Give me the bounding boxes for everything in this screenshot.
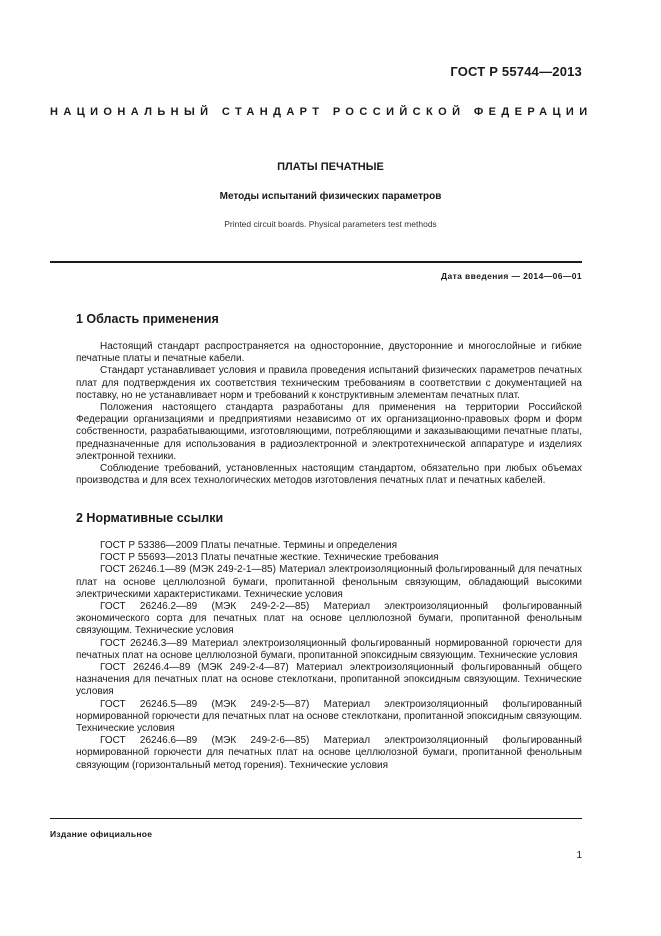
document-title-english: Printed circuit boards. Physical parameters test methods <box>224 219 437 229</box>
reference-item: ГОСТ Р 55693—2013 Платы печатные жесткие. Технические требования <box>100 552 439 564</box>
reference-item: ГОСТ 26246.5—89 (МЭК 249-2-5—87) Материал электроизоляционный фольгированный нормированной горючести для печатных плат на основе стеклоткани, пропитанной эпоксидным связующим. Технические условия <box>76 698 582 735</box>
reference-item: ГОСТ 26246.4—89 (МЭК 249-2-4—87) Материал электроизоляционный фольгированный общего назначения для печатных плат на основе стеклоткани, пропитанной эпоксидным связующим. Технические условия <box>76 662 582 698</box>
reference-item: ГОСТ 26246.2—89 (МЭК 249-2-2—85) Материал электроизоляционный фольгированный экономического сорта для печатных плат на основе целлюлозной бумаги, пропитанной фенольным связующим. Технические условия <box>76 601 582 637</box>
paragraph: Настоящий стандарт распространяется на односторонние, двусторонние и многослойные и гибкие печатные платы и печатные кабели. <box>76 341 582 365</box>
reference-item: ГОСТ 26246.1—89 (МЭК 249-2-1—85) Материал электроизоляционный фольгированный для печатных плат на основе целлюлозной бумаги, пропитанной фенольным связующим, обладающий высокими электрическими характеристиками. Технические условия <box>76 564 582 600</box>
paragraph: Соблюдение требований, установленных настоящим стандартом, обязательно при любых объемах производства и для всех технологических методов изготовления печатных плат и печатных кабелей. <box>76 463 582 487</box>
edition-note: Издание официальное <box>50 829 153 839</box>
reference-item: ГОСТ 26246.3—89 Материал электроизоляционный фольгированный нормированной горючести для печатных плат на основе целлюлозной бумаги, пропитанной эпоксидным связующим. Технические условия <box>76 637 582 661</box>
bottom-divider <box>50 818 582 819</box>
reference-item: ГОСТ 26246.6—89 (МЭК 249-2-6—85) Материал электроизоляционный фольгированный нормированной горючести для печатных плат на основе целлюлозной бумаги, пропитанной фенольным связующим (горизонтальный метод горения). Технические условия <box>76 735 582 771</box>
top-divider <box>50 261 582 263</box>
doc-code: ГОСТ Р 55744—2013 <box>450 64 582 79</box>
section-1-body <box>76 341 582 487</box>
page-number: 1 <box>576 850 582 861</box>
reference-item: ГОСТ Р 53386—2009 Платы печатные. Термины и определения <box>100 540 398 551</box>
section-2-body <box>76 540 582 772</box>
intro-date: Дата введения — 2014—06—01 <box>441 271 582 281</box>
document-subtitle: Методы испытаний физических параметров <box>219 191 442 202</box>
paragraph: Положения настоящего стандарта разработаны для применения на территории Российской Федерации организациями и предприятиями независимо от их организационно-правовых форм и форм собственности, разрабатывающими, изготовляющими, потребляющими и заказывающими печатные платы, предназначенные для использования в радиоэлектронной и электротехнической аппаратуре и изделиях электронной техники. <box>76 402 582 462</box>
paragraph: Стандарт устанавливает условия и правила проведения испытаний физических параметров печатных плат для подтверждения их соответствия техническим требованиям в соответствии с документацией на поставку, но не устанавливает норм и требований к конструктивным элементам печатных плат. <box>76 365 582 401</box>
national-standard-banner: НАЦИОНАЛЬНЫЙ СТАНДАРТ РОССИЙСКОЙ ФЕДЕРАЦИИ <box>50 106 593 118</box>
section-1-heading: 1 Область применения <box>76 312 219 326</box>
section-2-heading: 2 Нормативные ссылки <box>76 511 224 525</box>
document-title: ПЛАТЫ ПЕЧАТНЫЕ <box>277 161 384 173</box>
